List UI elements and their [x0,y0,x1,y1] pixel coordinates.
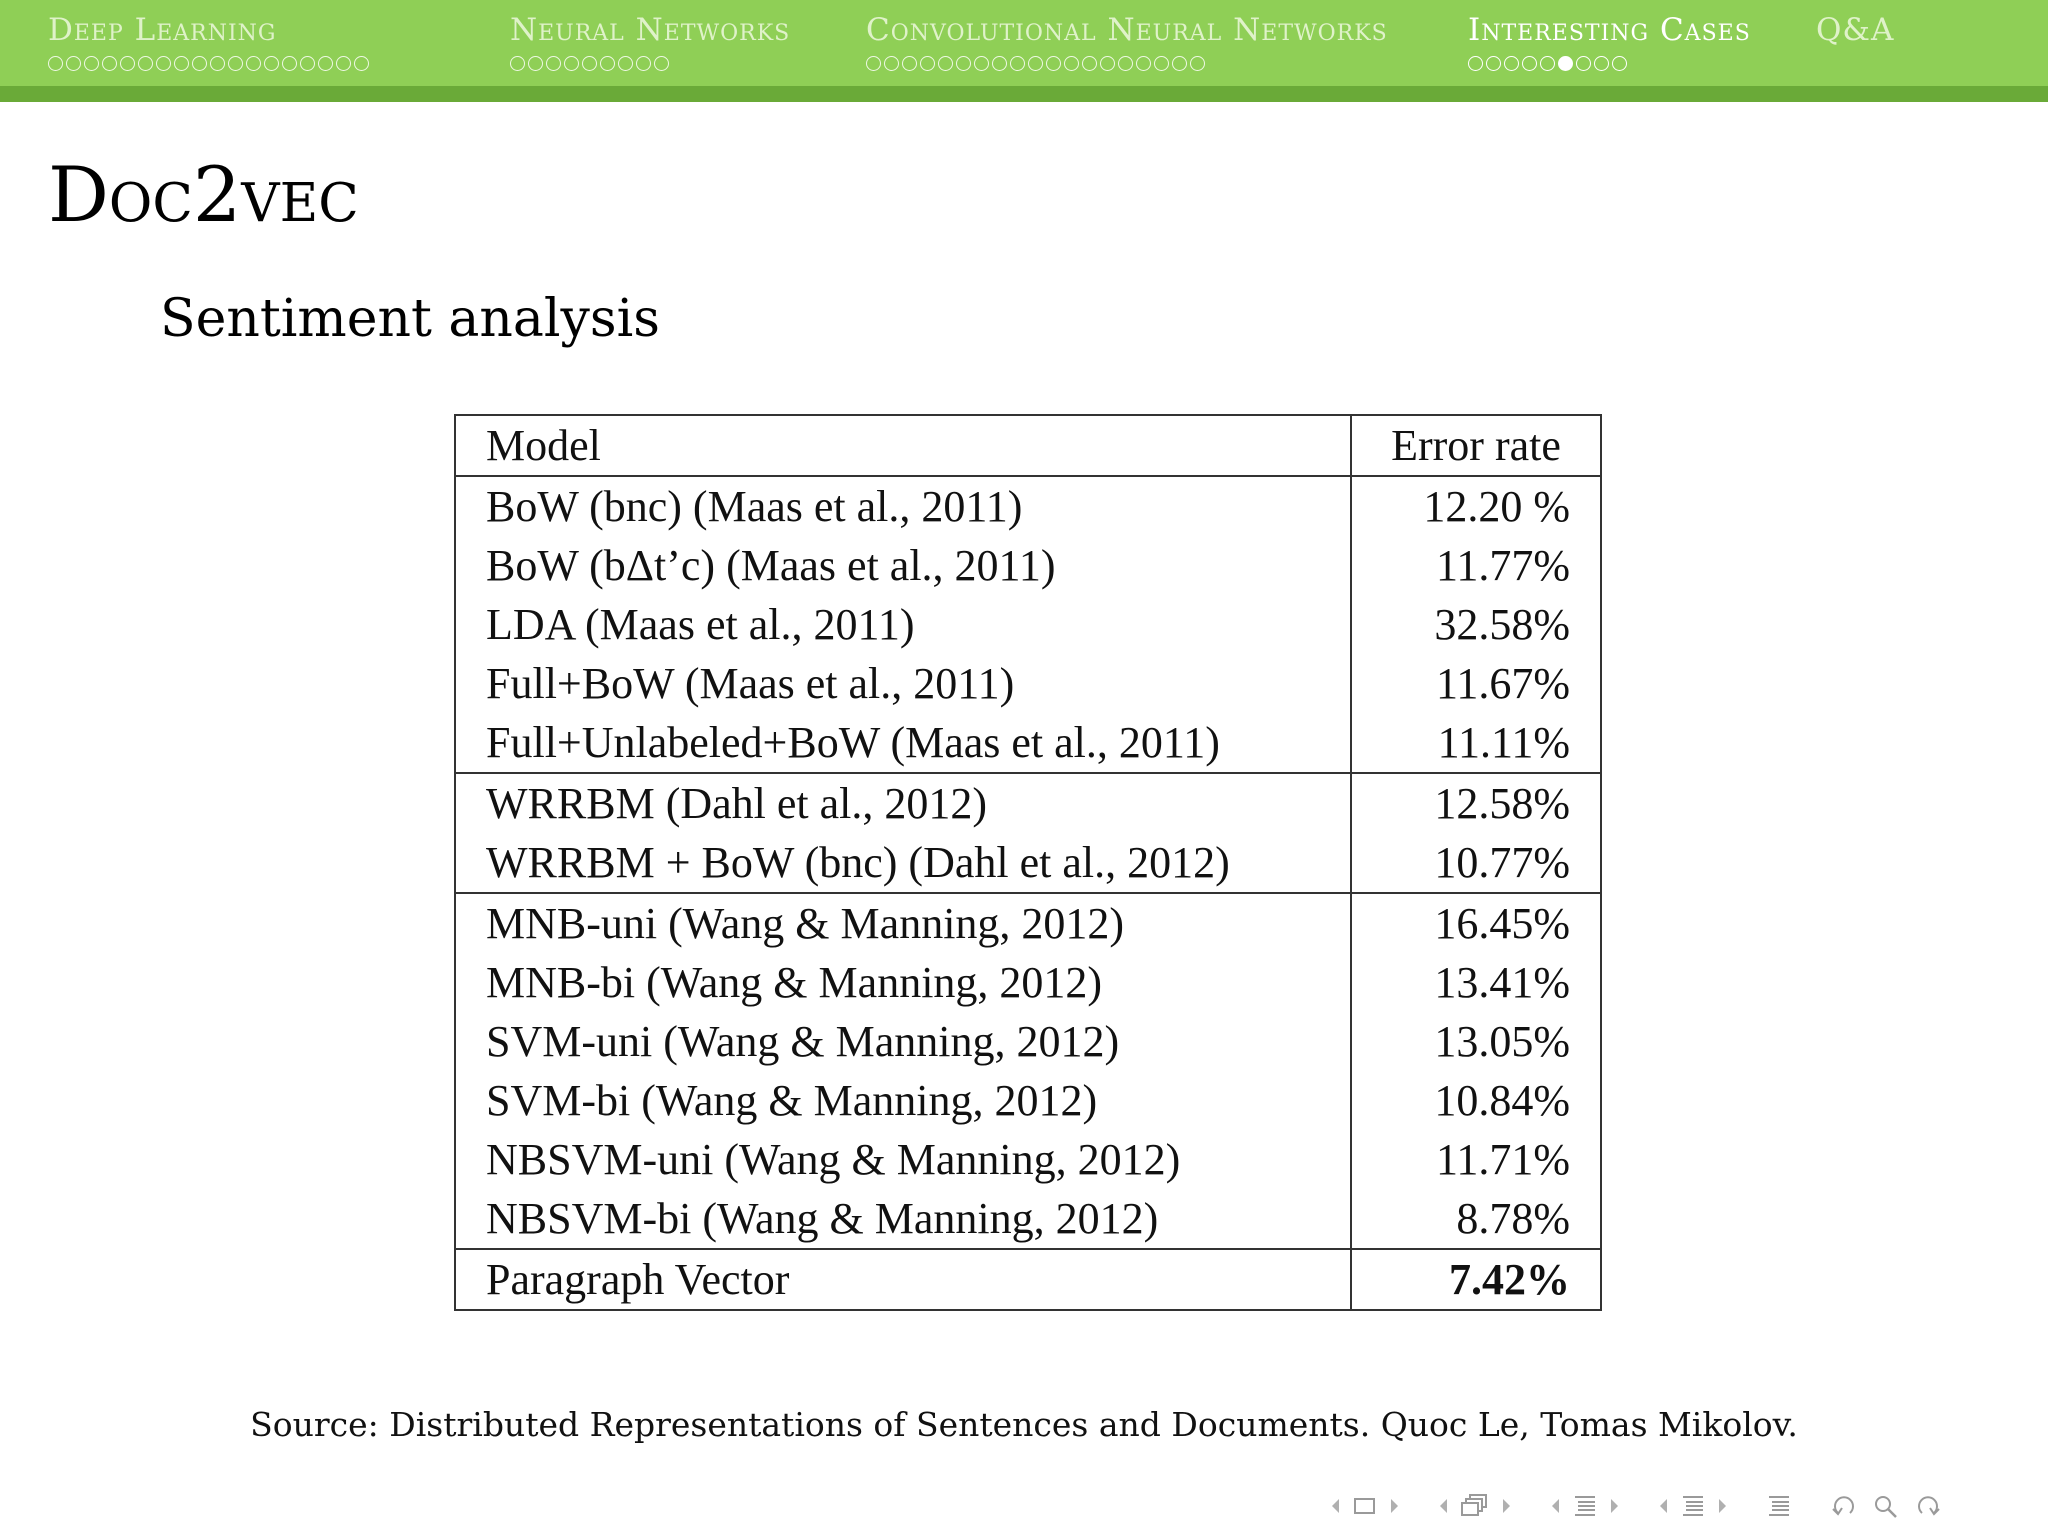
frame-dot[interactable] [156,56,171,71]
table-row [455,1012,1601,1071]
nav-section-title[interactable]: Q&A [1816,12,1895,48]
model-cell: SVM-bi (Wang & Manning, 2012) [455,1071,1351,1130]
frame-dot[interactable] [246,56,261,71]
frame-dot[interactable] [66,56,81,71]
error-cell: 11.71% [1351,1130,1601,1189]
nav-section-deep-learning[interactable] [48,10,369,72]
table-row [455,1071,1601,1130]
frame-icon[interactable] [1352,1496,1378,1516]
column-header-error-rate: Error rate [1351,415,1601,476]
error-cell: 11.77% [1351,536,1601,595]
model-cell: LDA (Maas et al., 2011) [455,595,1351,654]
model-cell: BoW (bnc) (Maas et al., 2011) [455,476,1351,536]
frame-dot[interactable] [654,56,669,71]
error-cell-best: 7.42% [1351,1249,1601,1310]
frame-dot[interactable] [1154,56,1169,71]
frame-dot[interactable] [600,56,615,71]
table-row [455,595,1601,654]
frame-dot[interactable] [510,56,525,71]
frame-dot[interactable] [1540,56,1555,71]
back-icon[interactable] [1830,1493,1860,1519]
model-cell: MNB-uni (Wang & Manning, 2012) [455,893,1351,953]
frame-dot[interactable] [1010,56,1025,71]
frame-dot[interactable] [264,56,279,71]
frame-dot[interactable] [956,56,971,71]
frame-dot[interactable] [1064,56,1079,71]
error-cell: 13.41% [1351,953,1601,1012]
error-cell: 8.78% [1351,1189,1601,1249]
frame-dot[interactable] [354,56,369,71]
table-header-row [455,415,1601,476]
frame-dot[interactable] [546,56,561,71]
table-row [455,713,1601,773]
source-citation: Source: Distributed Representations of Sentences and Documents. Quoc Le, Tomas Mikolov. [250,1405,1798,1444]
error-cell: 10.77% [1351,833,1601,893]
model-cell: Full+Unlabeled+BoW (Maas et al., 2011) [455,713,1351,773]
forward-icon[interactable] [1912,1493,1942,1519]
navigation-symbols [1330,1486,1954,1526]
frame-dot[interactable] [1486,56,1501,71]
frame-dot[interactable] [1082,56,1097,71]
model-cell: MNB-bi (Wang & Manning, 2012) [455,953,1351,1012]
section-dots [1468,54,1751,72]
results-table [454,414,1602,1311]
frame-dot[interactable] [48,56,63,71]
table-row [455,953,1601,1012]
model-cell: SVM-uni (Wang & Manning, 2012) [455,1012,1351,1071]
nav-next-section-icon[interactable] [1610,1496,1620,1516]
frame-dot[interactable] [138,56,153,71]
error-cell: 11.11% [1351,713,1601,773]
frame-dot[interactable] [1172,56,1187,71]
frame-dot[interactable] [884,56,899,71]
table-row [455,773,1601,833]
error-cell: 32.58% [1351,595,1601,654]
nav-next-frame-icon[interactable] [1390,1496,1400,1516]
frame-dot[interactable] [902,56,917,71]
outline-icon[interactable] [1766,1493,1792,1519]
frame-dot[interactable] [120,56,135,71]
nav-next-document-icon[interactable] [1718,1496,1728,1516]
table-row-best [455,1249,1601,1310]
nav-section-title[interactable]: Deep Learning [48,12,277,48]
frame-dot[interactable] [1190,56,1205,71]
frame-dot[interactable] [1612,56,1627,71]
table-row [455,654,1601,713]
error-cell: 12.20 % [1351,476,1601,536]
frame-dot[interactable] [920,56,935,71]
search-icon[interactable] [1872,1493,1900,1519]
nav-prev-frame-icon[interactable] [1330,1496,1340,1516]
frame-dot[interactable] [564,56,579,71]
section-dots [866,54,1388,72]
section-dots [510,54,790,72]
nav-section-interesting-cases[interactable] [1468,10,1751,72]
frame-dot[interactable] [1522,56,1537,71]
frame-dot[interactable] [192,56,207,71]
frame-dot[interactable] [1046,56,1061,71]
model-cell: Full+BoW (Maas et al., 2011) [455,654,1351,713]
error-cell: 11.67% [1351,654,1601,713]
frame-dot[interactable] [336,56,351,71]
nav-prev-section-icon[interactable] [1550,1496,1560,1516]
frame-dot[interactable] [1576,56,1591,71]
header-bar [0,0,2048,86]
frame-dot[interactable] [1594,56,1609,71]
frame-subtitle: Sentiment analysis [160,289,660,349]
frame-title: Doc2vec [48,150,359,239]
model-cell: NBSVM-bi (Wang & Manning, 2012) [455,1189,1351,1249]
frame-dot[interactable] [1118,56,1133,71]
header-rule [0,86,2048,102]
nav-section-qa[interactable] [1816,10,1894,50]
frame-dot[interactable] [636,56,651,71]
section-icon[interactable] [1572,1493,1598,1519]
model-cell: NBSVM-uni (Wang & Manning, 2012) [455,1130,1351,1189]
frame-dot[interactable] [228,56,243,71]
frame-dot[interactable] [282,56,297,71]
table-row [455,476,1601,536]
frame-dot[interactable] [866,56,881,71]
model-cell: Paragraph Vector [455,1249,1351,1310]
frame-dot[interactable] [210,56,225,71]
subsection-icon[interactable] [1460,1493,1490,1519]
table-row [455,833,1601,893]
current-frame-dot[interactable] [1558,56,1573,71]
frame-dot[interactable] [1504,56,1519,71]
document-icon[interactable] [1680,1493,1706,1519]
frame-dot[interactable] [992,56,1007,71]
frame-dot[interactable] [1028,56,1043,71]
frame-dot[interactable] [102,56,117,71]
error-cell: 13.05% [1351,1012,1601,1071]
error-cell: 12.58% [1351,773,1601,833]
nav-section-title[interactable]: Convolutional Neural Networks [866,12,1388,48]
frame-dot[interactable] [938,56,953,71]
nav-section-title[interactable]: Interesting Cases [1468,12,1751,48]
frame-dot[interactable] [974,56,989,71]
column-header-model: Model [455,415,1351,476]
model-cell: WRRBM + BoW (bnc) (Dahl et al., 2012) [455,833,1351,893]
frame-dot[interactable] [1468,56,1483,71]
frame-dot[interactable] [318,56,333,71]
frame-dot[interactable] [582,56,597,71]
frame-dot[interactable] [618,56,633,71]
nav-section-neural-networks[interactable] [510,10,790,72]
section-dots [48,54,369,72]
nav-prev-subsection-icon[interactable] [1438,1496,1448,1516]
frame-dot[interactable] [84,56,99,71]
frame-dot[interactable] [300,56,315,71]
nav-prev-document-icon[interactable] [1658,1496,1668,1516]
frame-dot[interactable] [174,56,189,71]
error-cell: 16.45% [1351,893,1601,953]
nav-next-subsection-icon[interactable] [1502,1496,1512,1516]
frame-dot[interactable] [528,56,543,71]
table-row [455,893,1601,953]
error-cell: 10.84% [1351,1071,1601,1130]
table-row [455,536,1601,595]
nav-section-cnn[interactable] [866,10,1388,72]
model-cell: WRRBM (Dahl et al., 2012) [455,773,1351,833]
table-row [455,1130,1601,1189]
nav-section-title[interactable]: Neural Networks [510,12,791,48]
table-row [455,1189,1601,1249]
model-cell: BoW (bΔt’c) (Maas et al., 2011) [455,536,1351,595]
frame-dot[interactable] [1100,56,1115,71]
frame-dot[interactable] [1136,56,1151,71]
